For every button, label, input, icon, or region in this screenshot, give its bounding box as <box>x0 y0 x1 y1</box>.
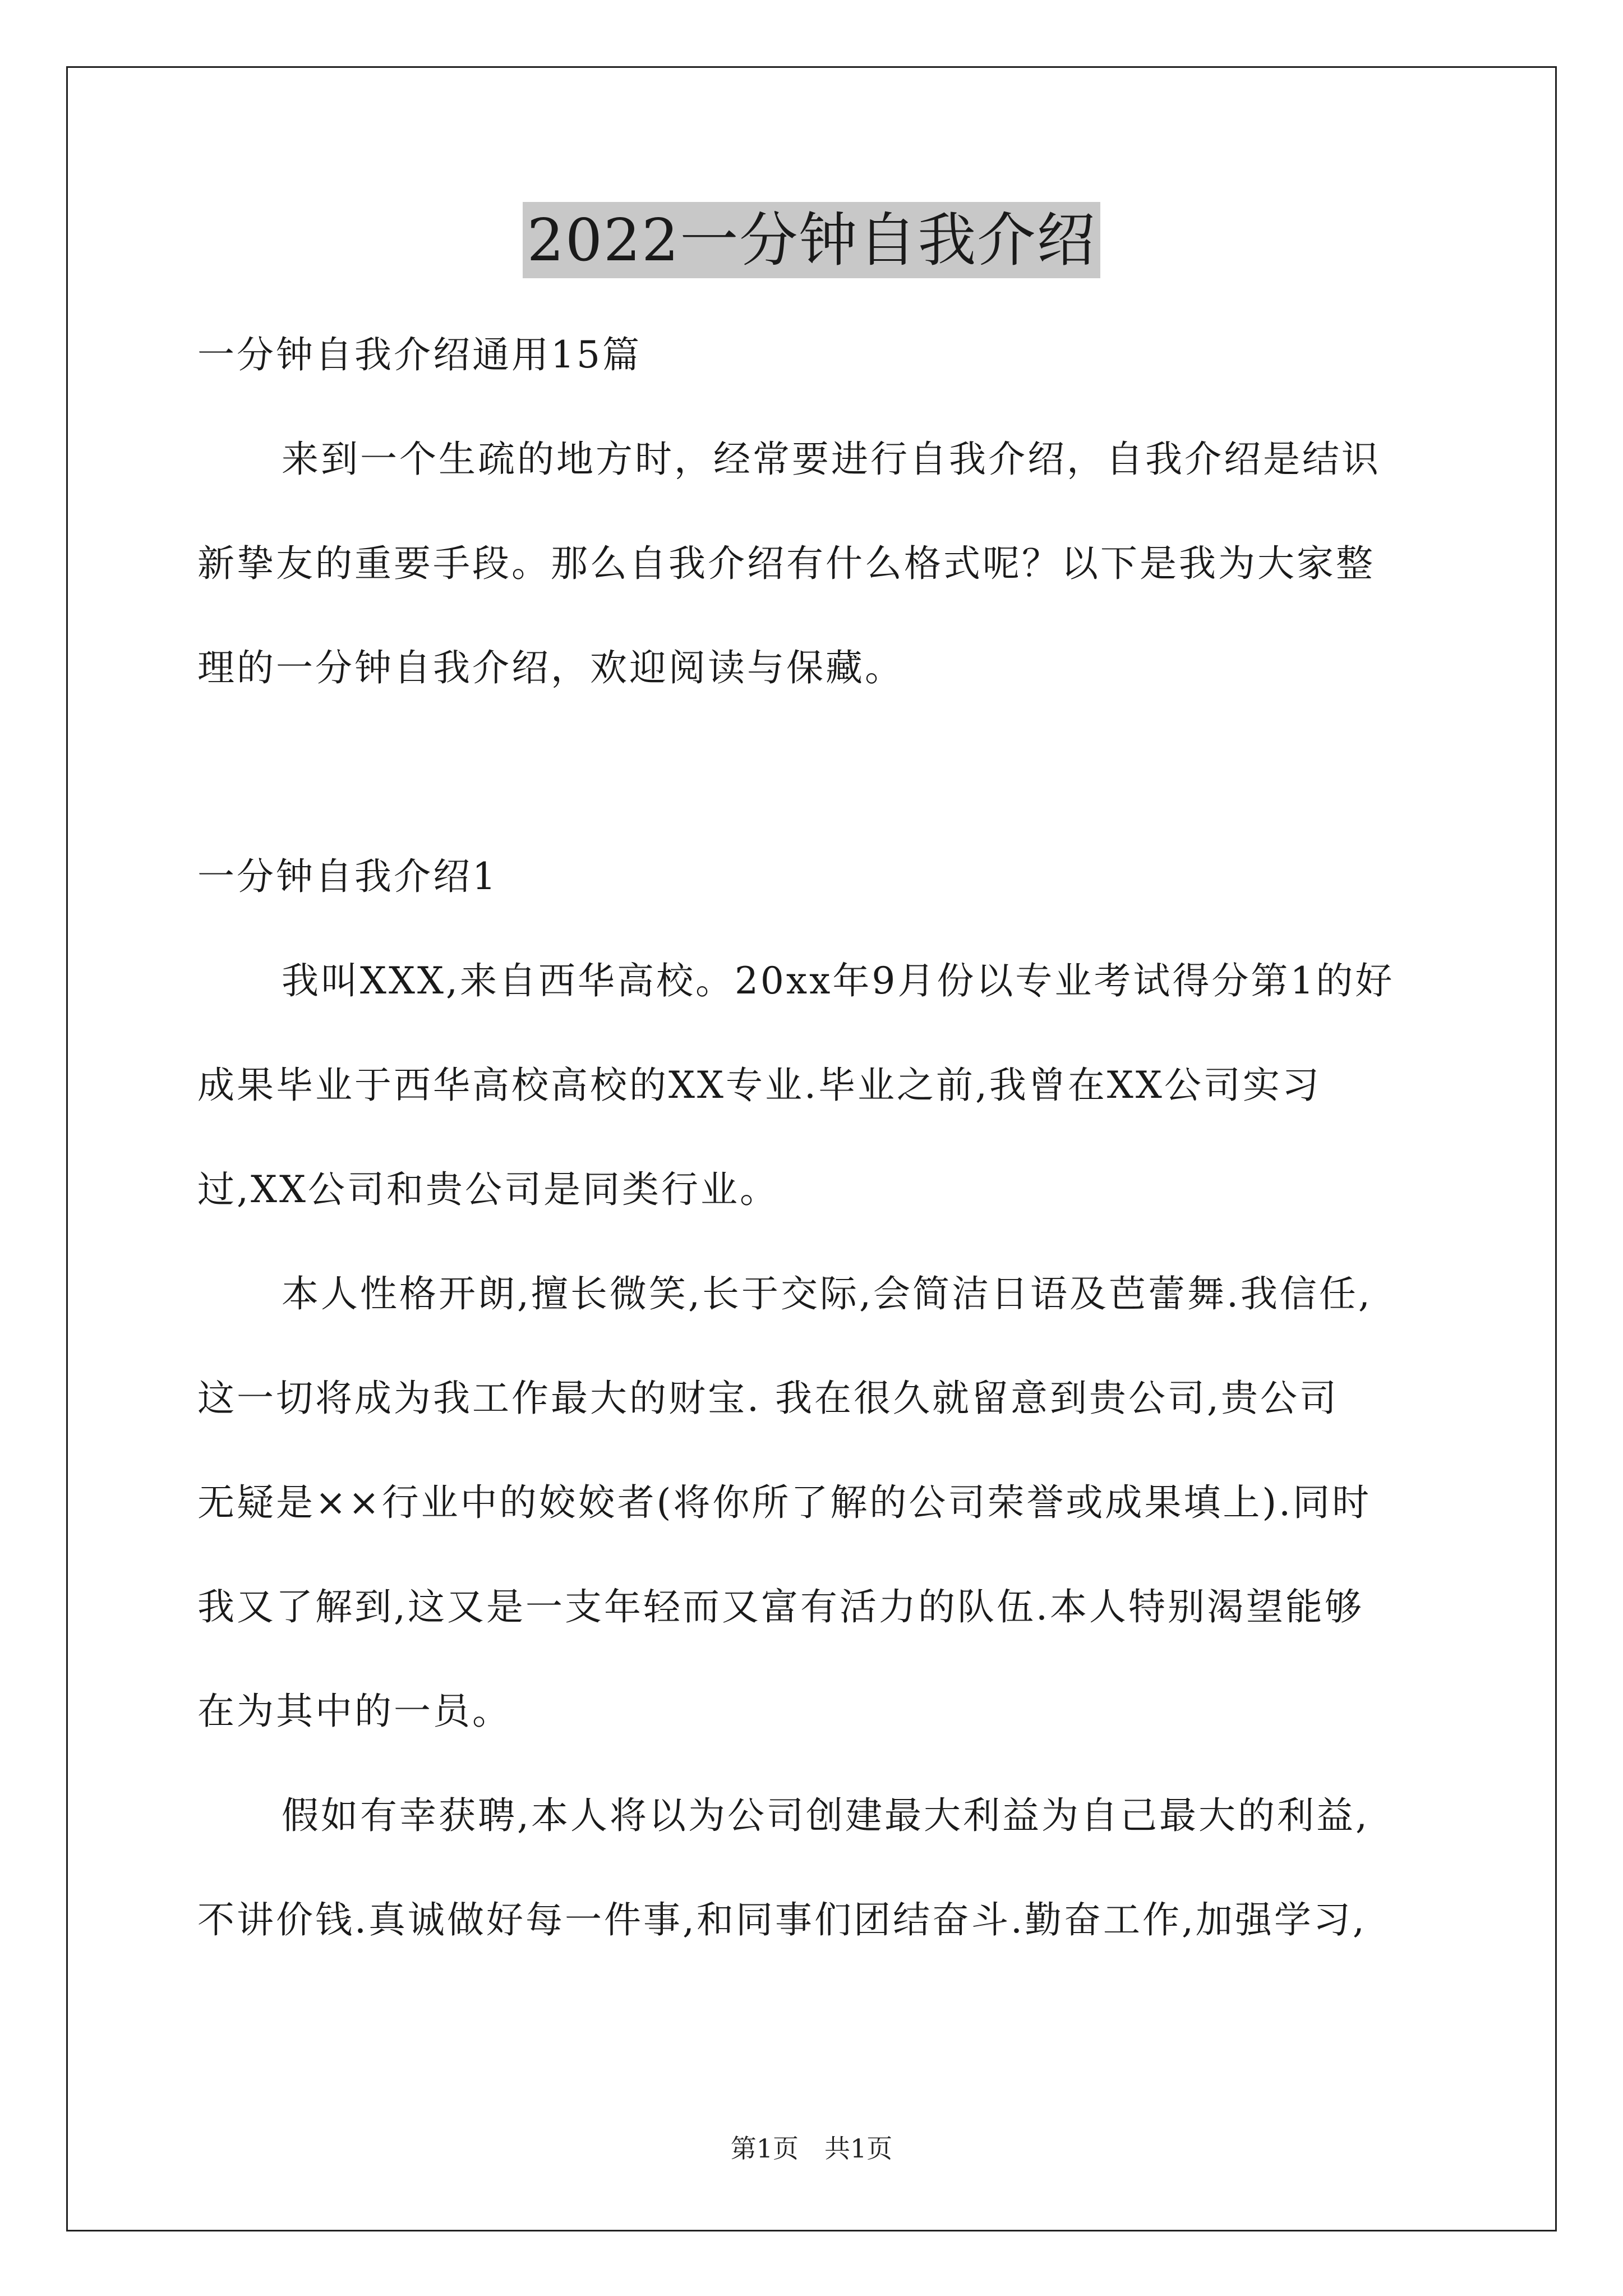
paragraph-line: 不讲价钱.真诚做好每一件事,和同事们团结奋斗.勤奋工作,加强学习, <box>197 1898 1367 1941</box>
paragraph-line: 过,XX公司和贵公司是同类行业。 <box>197 1168 779 1211</box>
paragraph-line: 这一切将成为我工作最大的财宝. 我在很久就留意到贵公司,贵公司 <box>197 1377 1339 1420</box>
intro-line: 理的一分钟自我介绍，欢迎阅读与保藏。 <box>197 646 904 689</box>
paragraph-line: 本人性格开朗,擅长微笑,长于交际,会简洁日语及芭蕾舞.我信任, <box>282 1272 1372 1315</box>
document-body <box>197 303 1431 1972</box>
paragraph-line: 我又了解到,这又是一支年轻而又富有活力的队伍.本人特别渴望能够 <box>197 1585 1364 1628</box>
subtitle: 一分钟自我介绍通用15篇 <box>197 333 642 376</box>
paragraph-line: 在为其中的一员。 <box>197 1690 511 1733</box>
title-container <box>0 202 1623 278</box>
page-footer: 第1页 共1页 <box>730 2133 893 2164</box>
spacer <box>197 720 1431 825</box>
paragraph-line: 无疑是××行业中的姣姣者(将你所了解的公司荣誉或成果填上).同时 <box>197 1481 1372 1524</box>
section-heading: 一分钟自我介绍1 <box>197 855 498 898</box>
paragraph-line: 我叫XXX,来自西华高校。20xx年9月份以专业考试得分第1的好 <box>282 959 1395 1002</box>
paragraph-line: 假如有幸获聘,本人将以为公司创建最大利益为自己最大的利益, <box>282 1794 1370 1837</box>
intro-line: 来到一个生疏的地方时，经常要进行自我介绍，自我介绍是结识 <box>282 438 1381 481</box>
paragraph-line: 成果毕业于西华高校高校的XX专业.毕业之前,我曾在XX公司实习 <box>197 1064 1321 1107</box>
document-title: 2022一分钟自我介绍 <box>523 202 1101 278</box>
intro-line: 新挚友的重要手段。那么自我介绍有什么格式呢？以下是我为大家整 <box>197 542 1375 585</box>
